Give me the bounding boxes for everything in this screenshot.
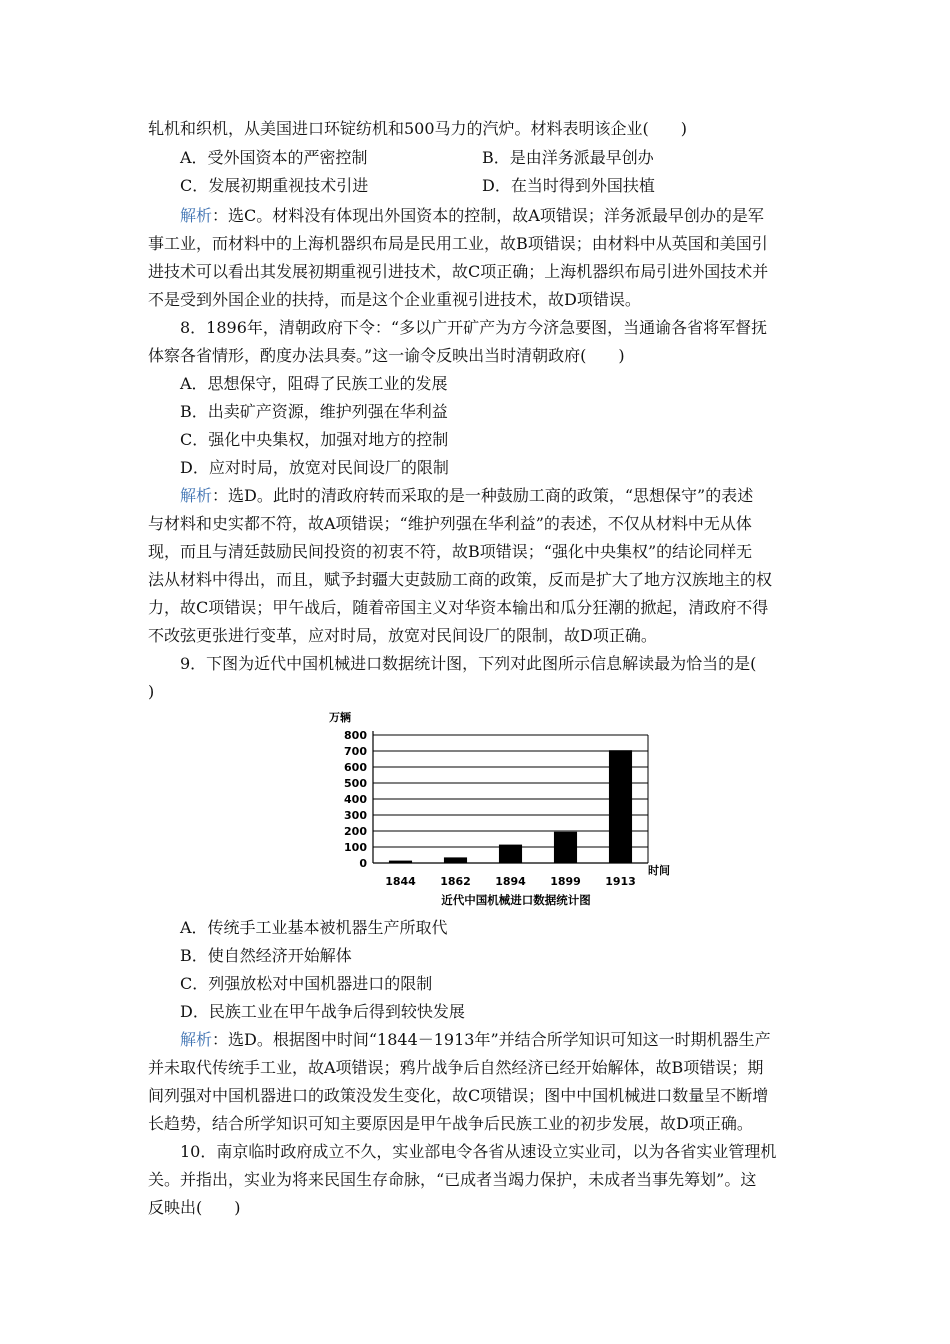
q9-stem-line-1: 9．下图为近代中国机械进口数据统计图，下列对此图所示信息解读最为恰当的是(	[180, 654, 757, 673]
q9-option-c: C．列强放松对中国机器进口的限制	[180, 974, 433, 993]
chart-bar	[554, 832, 577, 863]
q9-analysis-line-2: 并未取代传统手工业，故A项错误；鸦片战争后自然经济已经开始解体，故B项错误；期	[148, 1058, 764, 1077]
q9-analysis-label: 解析	[180, 1030, 213, 1049]
q9-analysis-line-1: 解析：选D。根据图中时间“1844－1913年”并结合所学知识可知这一时期机器生产	[180, 1030, 771, 1049]
q8-analysis-line-1: 解析：选D。此时的清政府转而采取的是一种鼓励工商的政策，“思想保守”的表述	[180, 486, 754, 505]
chart-x-tick-label: 1899	[550, 875, 581, 888]
q8-option-a: A．思想保守，阻碍了民族工业的发展	[180, 374, 448, 393]
chart-y-axis-label: 万辆	[329, 711, 351, 724]
chart-y-tick-label: 200	[344, 825, 367, 838]
q7-option-b: B．是由洋务派最早创办	[482, 148, 654, 167]
q7-analysis-line-4: 不是受到外国企业的扶持，而是这个企业重视引进技术，故D项错误。	[148, 290, 641, 309]
chart-title: 近代中国机械进口数据统计图	[441, 893, 591, 907]
chart-y-tick-label: 500	[344, 777, 367, 790]
chart-x-tick-label: 1844	[385, 875, 416, 888]
q7-option-d: D．在当时得到外国扶植	[482, 176, 655, 195]
q8-stem-line-2: 体察各省情形，酌度办法具奏。”这一谕令反映出当时清朝政府( )	[148, 346, 625, 365]
chart-y-tick-label: 600	[344, 761, 367, 774]
q9-option-d: D．民族工业在甲午战争后得到较快发展	[180, 1002, 465, 1021]
q9-analysis-line-3: 间列强对中国机器进口的政策没发生变化，故C项错误；图中中国机械进口数量呈不断增	[148, 1086, 769, 1105]
chart-x-tick-label: 1894	[495, 875, 526, 888]
q9-option-a: A．传统手工业基本被机器生产所取代	[180, 918, 448, 937]
q8-analysis-line-5: 力，故C项错误；甲午战后，随着帝国主义对华资本输出和瓜分狂潮的掀起，清政府不得	[148, 598, 769, 617]
q8-analysis-label: 解析	[180, 486, 213, 505]
chart-bar	[499, 845, 522, 863]
q7-option-a: A．受外国资本的严密控制	[180, 148, 368, 167]
q8-option-b: B．出卖矿产资源，维护列强在华利益	[180, 402, 448, 421]
chart-y-tick-label: 700	[344, 745, 367, 758]
q8-analysis-line-4: 法从材料中得出，而且，赋予封疆大吏鼓励工商的政策，反而是扩大了地方汉族地主的权	[148, 570, 773, 589]
q7-analysis-line-2: 事工业，而材料中的上海机器织布局是民用工业，故B项错误；由材料中从英国和美国引	[148, 234, 768, 253]
chart-y-tick-label: 400	[344, 793, 367, 806]
q9-analysis-line-4: 长趋势，结合所学知识可知主要原因是甲午战争后民族工业的初步发展，故D项正确。	[148, 1114, 753, 1133]
chart-y-tick-label: 800	[344, 729, 367, 742]
q7-analysis-line-1: 解析：选C。材料没有体现出外国资本的控制，故A项错误；洋务派最早创办的是军	[180, 206, 764, 225]
q8-option-c: C．强化中央集权，加强对地方的控制	[180, 430, 449, 449]
chart-y-tick-label: 100	[344, 841, 367, 854]
q7-stem: 轧机和织机，从美国进口环锭纺机和500马力的汽炉。材料表明该企业( )	[148, 119, 688, 138]
q8-analysis-line-3: 现，而且与清廷鼓励民间投资的初衷不符，故B项错误；“强化中央集权”的结论同样无	[148, 542, 753, 561]
chart-x-tick-label: 1913	[605, 875, 636, 888]
chart-axes	[344, 729, 648, 888]
q10-stem-line-1: 10．南京临时政府成立不久，实业部电令各省从速设立实业司，以为各省实业管理机	[180, 1142, 777, 1161]
chart-y-tick-label: 300	[344, 809, 367, 822]
q8-analysis-line-6: 不改弦更张进行变革，应对时局，放宽对民间设厂的限制，故D项正确。	[148, 626, 657, 645]
q8-stem-line-1: 8．1896年，清朝政府下令：“多以广开矿产为方今济急要图，当通谕各省将军督抚	[180, 318, 768, 337]
chart-bar	[609, 750, 632, 863]
chart-gridlines	[373, 735, 648, 847]
q8-analysis-line-2: 与材料和史实都不符，故A项错误；“维护列强在华利益”的表述，不仅从材料中无从体	[148, 514, 752, 533]
q7-option-c: C．发展初期重视技术引进	[180, 176, 369, 195]
q10-stem-line-2: 关。并指出，实业为将来民国生存命脉，“已成者当竭力保护，未成者当事先筹划”。这	[148, 1170, 757, 1189]
q8-option-d: D．应对时局，放宽对民间设厂的限制	[180, 458, 449, 477]
q9-stem-line-2: )	[148, 682, 155, 701]
machinery-import-bar-chart	[315, 706, 695, 916]
chart-y-tick-label: 0	[359, 857, 367, 870]
chart-x-axis-label: 时间	[648, 864, 670, 877]
chart-bar	[444, 857, 467, 863]
q10-stem-line-3: 反映出( )	[148, 1198, 241, 1217]
q7-analysis-label: 解析	[180, 206, 213, 225]
q9-option-b: B．使自然经济开始解体	[180, 946, 352, 965]
chart-x-tick-label: 1862	[440, 875, 471, 888]
q7-analysis-line-3: 进技术可以看出其发展初期重视引进技术，故C项正确；上海机器织布局引进外国技术并	[148, 262, 769, 281]
